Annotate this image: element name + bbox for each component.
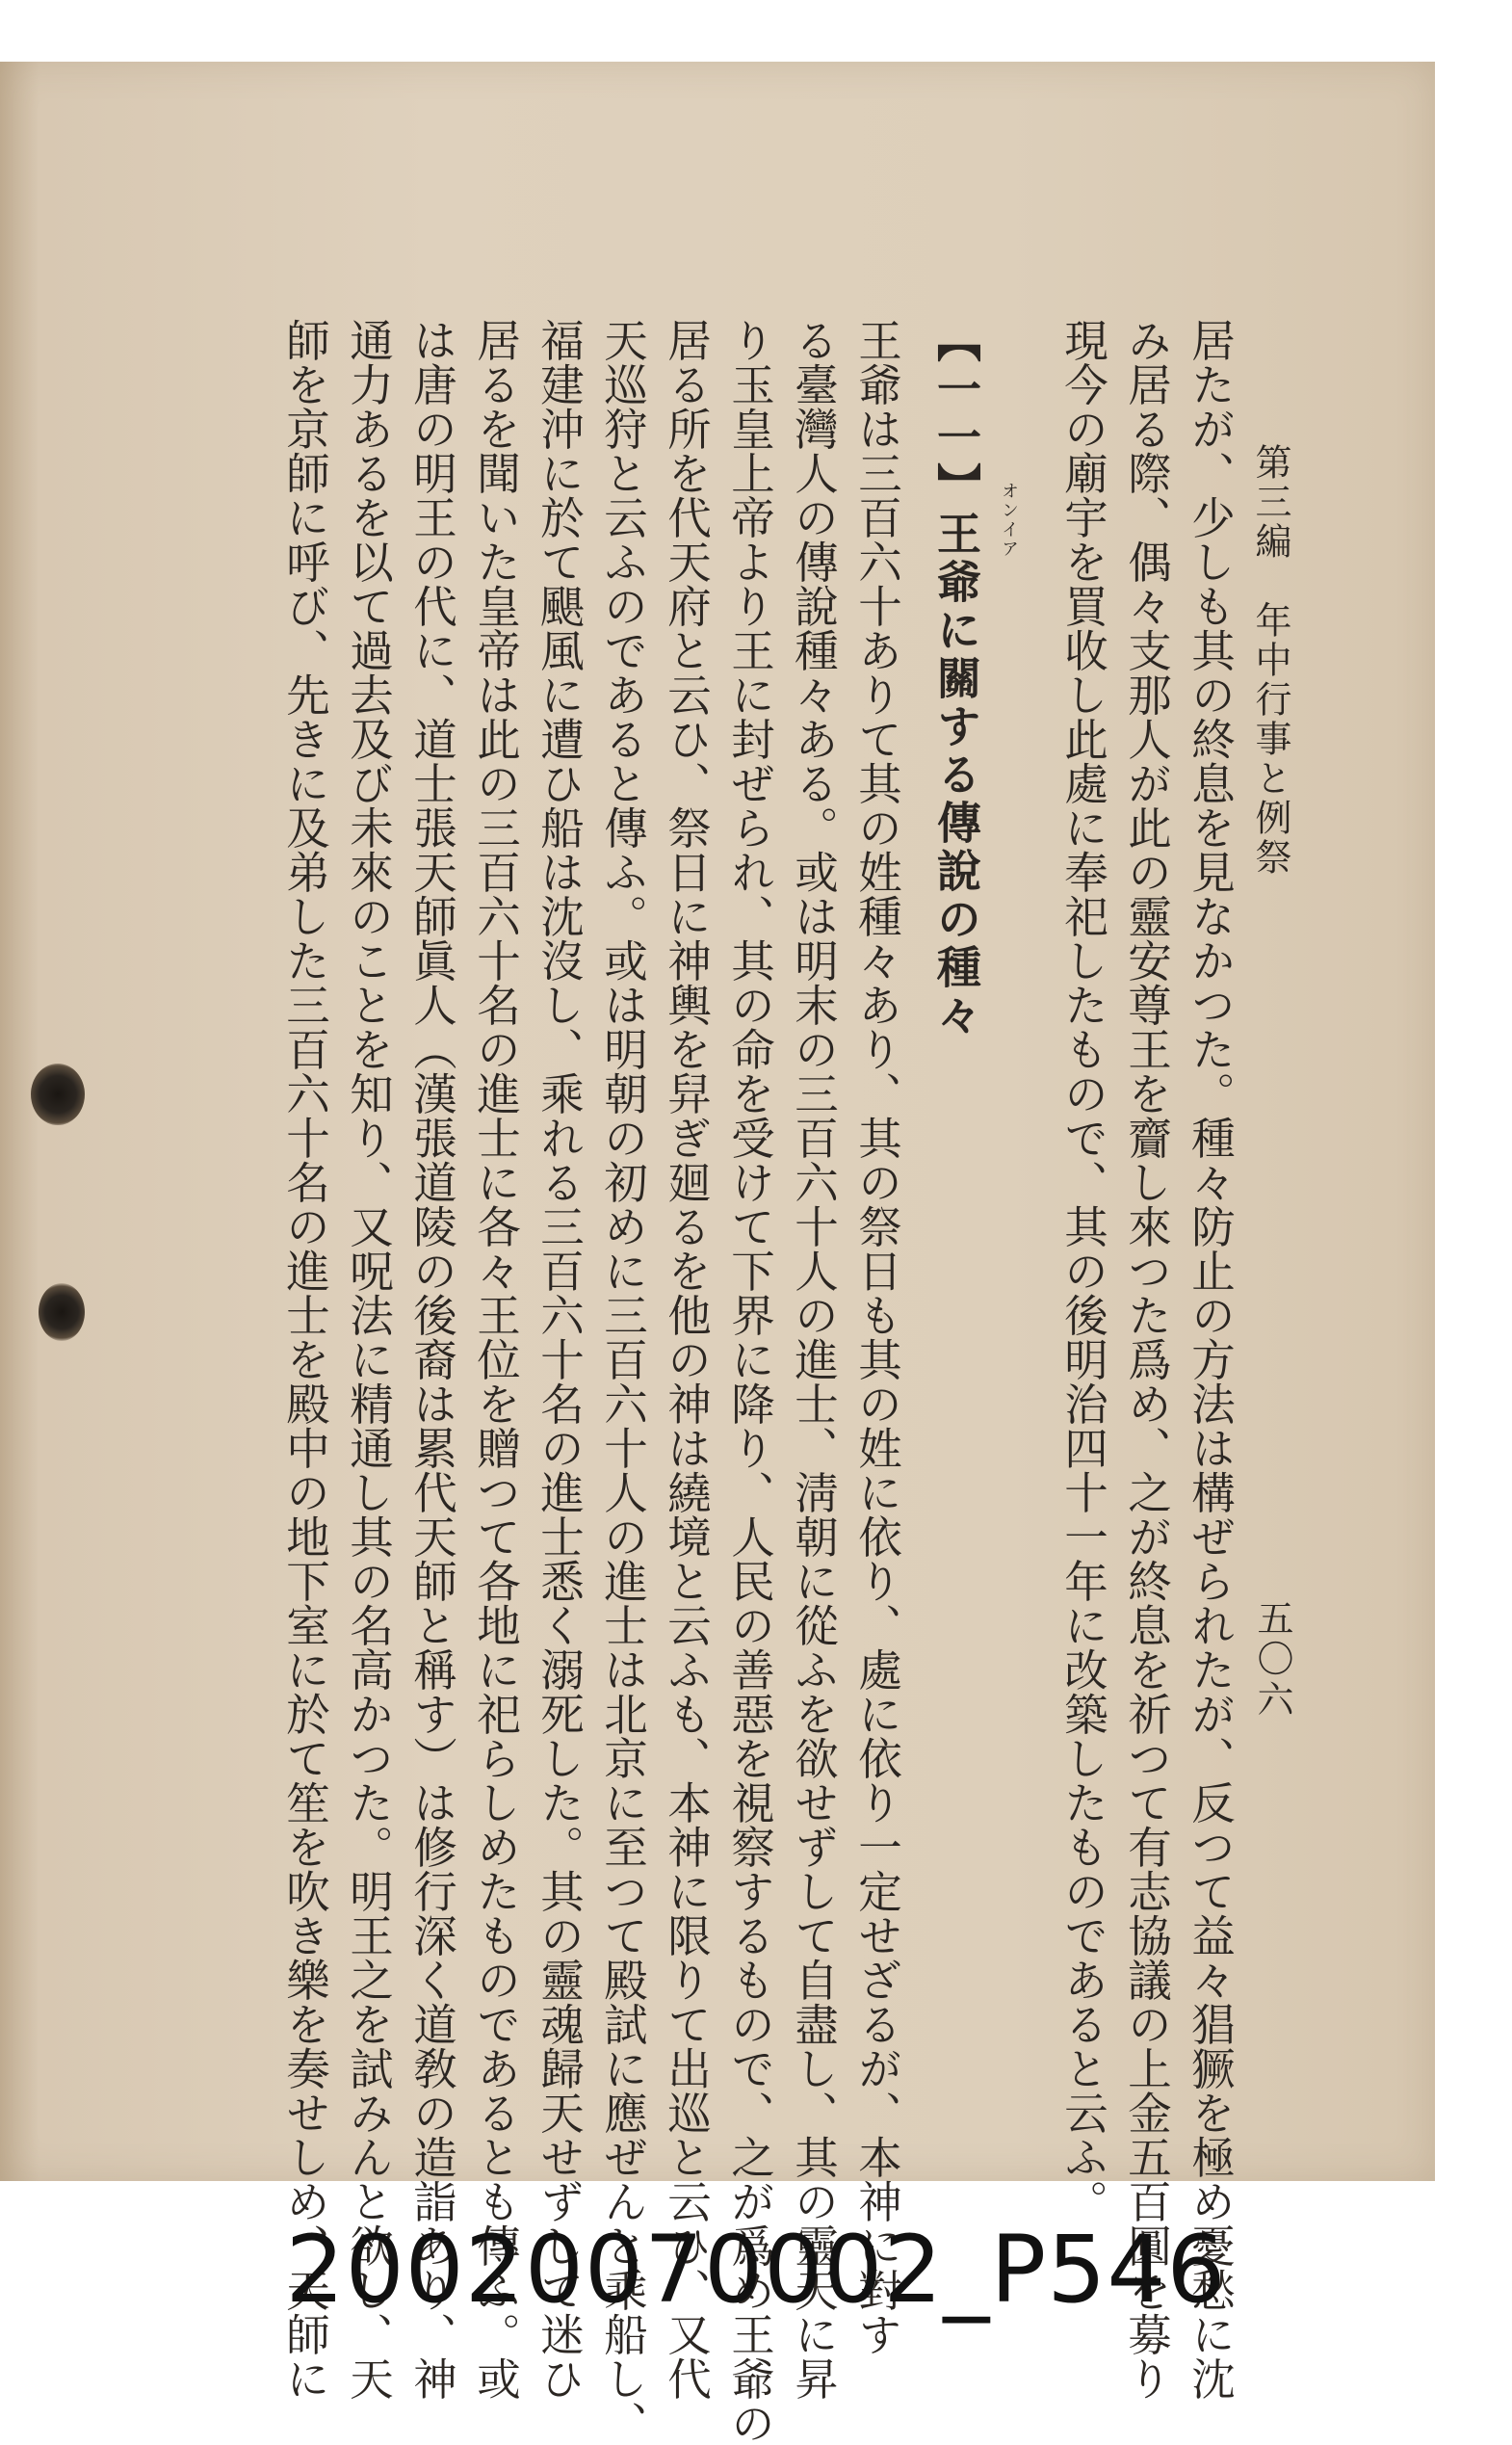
ruby-annotation: オンイア	[999, 482, 1019, 559]
text-line: 現今の廟宇を買收し此處に奉祀したもので、其の後明治四十一年に改築したものであると云ふ。	[1057, 318, 1109, 2223]
binding-hole	[39, 1283, 85, 1341]
text-line: 通力あるを以て過去及び未來のことを知り、又呪法に精通し其の名高かつた。明王之を試みんと欲し、天	[343, 318, 395, 2401]
binding-hole	[31, 1064, 85, 1125]
section-heading: 【一一】王爺に關する傳說の種々	[930, 318, 982, 1040]
text-line: 居るを聞いた皇帝は此の三百六十名の進士に各々王位を贈つて各地に祀らしめたものであるとも傳ふ。或	[470, 318, 522, 2401]
text-line: 居る所を代天府と云ひ、祭日に神輿を舁ぎ廻るを他の神は繞境と云ふも、本神に限りて出巡と云ひ、又代	[661, 318, 713, 2401]
running-header: 第三編 年中行事と例祭	[1249, 443, 1291, 878]
text-line: り玉皇上帝より王に封ぜられ、其の命を受けて下界に降り、人民の善惡を視察するもので、之が爲め王爺の	[724, 318, 776, 2445]
text-line: る臺灣人の傳說種々ある。或は明末の三百六十人の進士、淸朝に從ふを欲せずして自盡し、其の靈天に昇	[788, 318, 840, 2401]
text-line: み居る際、偶々支那人が此の靈安尊王を齎し來つた爲め、之が終息を祈つて有志協議の上金五百圓を募り	[1121, 318, 1173, 2401]
text-line: 天巡狩と云ふのであると傳ふ。或は明朝の初めに三百六十人の進士は北京に至つて殿試に應ぜんと乘船し、	[597, 318, 649, 2445]
text-line: 福建沖に於て颶風に遭ひ船は沈沒し、乘れる三百六十名の進士悉く溺死した。其の靈魂歸天せずして迷ひ	[534, 318, 586, 2401]
text-line: 師を京師に呼び、先きに及弟した三百六十名の進士を殿中の地下室に於て笙を吹き樂を奏せしめ、天師に	[279, 318, 331, 2401]
page-number: 五〇六	[1251, 1599, 1293, 1721]
text-line: は唐の明王の代に、道士張天師眞人（漢張道陵の後裔は累代天師と稱す）は修行深く道敎の造詣あり、神	[406, 318, 458, 2401]
text-line: 王爺は三百六十ありて其の姓種々あり、其の祭日も其の姓に依り、處に依り一定せざるが、本神に對す	[851, 318, 903, 2356]
image-id-caption: 20020070002_P546	[285, 2216, 1227, 2324]
text-line: 居たが、少しも其の終息を見なかつた。種々防止の方法は構ぜられたが、反つて益々猖獗を極め憂愁に沈	[1185, 318, 1237, 2401]
